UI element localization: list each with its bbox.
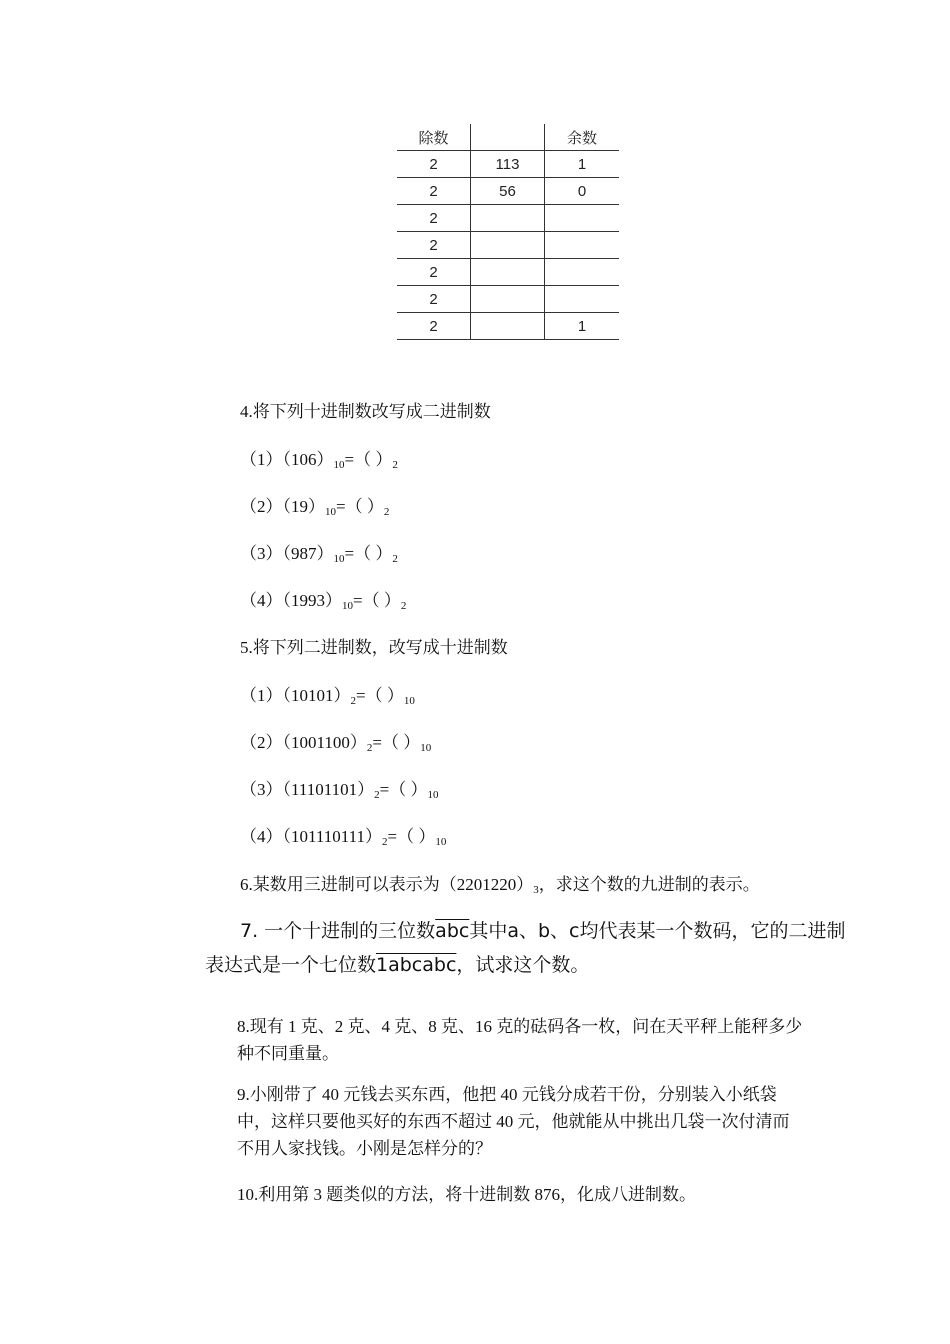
item-number: （3） bbox=[240, 780, 283, 799]
item-equals: =（ ） bbox=[379, 780, 428, 799]
item-value: （106） bbox=[282, 450, 334, 469]
item-equals: =（ ） bbox=[387, 827, 436, 846]
q7-mid: 其中a、b、c均代表某一个数码，它的二进制 bbox=[469, 920, 846, 942]
cell-quotient bbox=[471, 286, 545, 313]
cell-divisor: 2 bbox=[397, 286, 471, 313]
cell-remainder bbox=[545, 205, 620, 232]
division-table bbox=[397, 124, 619, 340]
base-from: 10 bbox=[342, 600, 353, 612]
q4-item-4 bbox=[240, 586, 406, 611]
q5-title: 5.将下列二进制数，改写成十进制数 bbox=[240, 638, 508, 657]
base-from: 2 bbox=[350, 695, 356, 707]
q5-item-4 bbox=[240, 822, 446, 847]
q5-item-3 bbox=[240, 775, 438, 800]
base-from: 10 bbox=[333, 553, 345, 565]
q6-text bbox=[240, 870, 760, 895]
cell-quotient bbox=[471, 232, 545, 259]
base-to: 2 bbox=[383, 506, 390, 518]
table-row bbox=[397, 313, 619, 340]
table-row bbox=[397, 205, 619, 232]
q7-line2-post: ，试求这个数。 bbox=[456, 954, 590, 976]
q4-item-3 bbox=[240, 539, 398, 564]
cell-divisor: 2 bbox=[397, 205, 471, 232]
base-from: 2 bbox=[366, 742, 373, 754]
base-to: 10 bbox=[403, 695, 415, 707]
q10-text: 10.利用第 3 题类似的方法，将十进制数 876，化成八进制数。 bbox=[237, 1185, 696, 1204]
q10-paragraph bbox=[203, 1181, 803, 1208]
cell-divisor: 2 bbox=[397, 151, 471, 178]
cell-remainder: 1 bbox=[545, 313, 620, 340]
q5-item-2 bbox=[240, 728, 431, 753]
header-remainder: 余数 bbox=[545, 124, 620, 151]
item-equals: =（ ） bbox=[344, 450, 393, 469]
header-quotient bbox=[471, 124, 545, 151]
q7-line-2 bbox=[205, 950, 589, 977]
cell-remainder bbox=[545, 259, 620, 286]
item-value: （10101） bbox=[282, 686, 351, 705]
q6-base: 3 bbox=[533, 884, 539, 896]
q7-pre: 7. 一个十进制的三位数 bbox=[240, 920, 436, 942]
cell-remainder bbox=[545, 232, 620, 259]
cell-divisor: 2 bbox=[397, 313, 471, 340]
cell-divisor: 2 bbox=[397, 232, 471, 259]
cell-divisor: 2 bbox=[397, 178, 471, 205]
cell-quotient bbox=[471, 205, 545, 232]
item-value: （101110111） bbox=[282, 827, 382, 846]
q7-abcabc: 1abcabc bbox=[376, 954, 457, 976]
item-equals: =（ ） bbox=[336, 497, 384, 516]
item-equals: =（ ） bbox=[353, 591, 401, 610]
q9-paragraph bbox=[203, 1081, 803, 1162]
base-from: 10 bbox=[325, 506, 336, 518]
table-row bbox=[397, 286, 619, 313]
item-value: （19） bbox=[282, 497, 325, 516]
item-value: （1993） bbox=[282, 591, 342, 610]
cell-remainder bbox=[545, 286, 620, 313]
table-row bbox=[397, 232, 619, 259]
item-number: （2） bbox=[240, 733, 283, 752]
base-to: 10 bbox=[427, 789, 439, 801]
cell-divisor: 2 bbox=[397, 259, 471, 286]
base-to: 2 bbox=[400, 600, 407, 612]
base-from: 2 bbox=[374, 789, 380, 801]
item-equals: =（ ） bbox=[344, 544, 393, 563]
item-number: （2） bbox=[240, 497, 283, 516]
item-equals: =（ ） bbox=[372, 733, 421, 752]
base-from: 10 bbox=[333, 459, 345, 471]
base-to: 10 bbox=[435, 836, 447, 848]
q7-line-1 bbox=[240, 916, 845, 943]
cell-quotient: 113 bbox=[471, 151, 545, 178]
header-divisor: 除数 bbox=[397, 124, 471, 151]
item-number: （4） bbox=[240, 591, 283, 610]
cell-quotient bbox=[471, 313, 545, 340]
item-value: （11101101） bbox=[282, 780, 375, 799]
base-to: 2 bbox=[392, 553, 398, 565]
item-number: （3） bbox=[240, 544, 283, 563]
cell-quotient: 56 bbox=[471, 178, 545, 205]
q8-paragraph bbox=[203, 1013, 803, 1067]
cell-remainder: 1 bbox=[545, 151, 620, 178]
table-row bbox=[397, 259, 619, 286]
cell-remainder: 0 bbox=[545, 178, 620, 205]
cell-quotient bbox=[471, 259, 545, 286]
q8-text: 8.现有 1 克、2 克、4 克、8 克、16 克的砝码各一枚，问在天平秤上能秤多少种不同重量。 bbox=[237, 1017, 803, 1063]
table-header-row bbox=[397, 124, 619, 151]
item-number: （1） bbox=[240, 686, 283, 705]
q4-title: 4.将下列十进制数改写成二进制数 bbox=[240, 402, 491, 421]
item-value: （987） bbox=[282, 544, 334, 563]
q5-item-1 bbox=[240, 681, 415, 706]
base-to: 2 bbox=[392, 459, 398, 471]
q6-pre: 6.某数用三进制可以表示为（2201220） bbox=[240, 875, 534, 894]
q4-item-2 bbox=[240, 492, 389, 517]
q6-post: ，求这个数的九进制的表示。 bbox=[538, 875, 760, 894]
q7-line2-pre: 表达式是一个七位数 bbox=[205, 954, 377, 976]
item-number: （1） bbox=[240, 450, 283, 469]
item-number: （4） bbox=[240, 827, 283, 846]
item-equals: =（ ） bbox=[356, 686, 404, 705]
table-row bbox=[397, 178, 619, 205]
q9-text: 9.小刚带了 40 元钱去买东西，他把 40 元钱分成若干份，分别装入小纸袋中，这样只要他买好的东西不超过 40 元，他就能从中挑出几袋一次付清而不用人家找钱。小刚是怎样分的？ bbox=[237, 1085, 790, 1158]
base-to: 10 bbox=[420, 742, 432, 754]
q7-abc: $\overline{abc}$ bbox=[435, 920, 470, 942]
item-value: （1001100） bbox=[282, 733, 367, 752]
q4-item-1 bbox=[240, 445, 398, 470]
base-from: 2 bbox=[381, 836, 388, 848]
table-row bbox=[397, 151, 619, 178]
